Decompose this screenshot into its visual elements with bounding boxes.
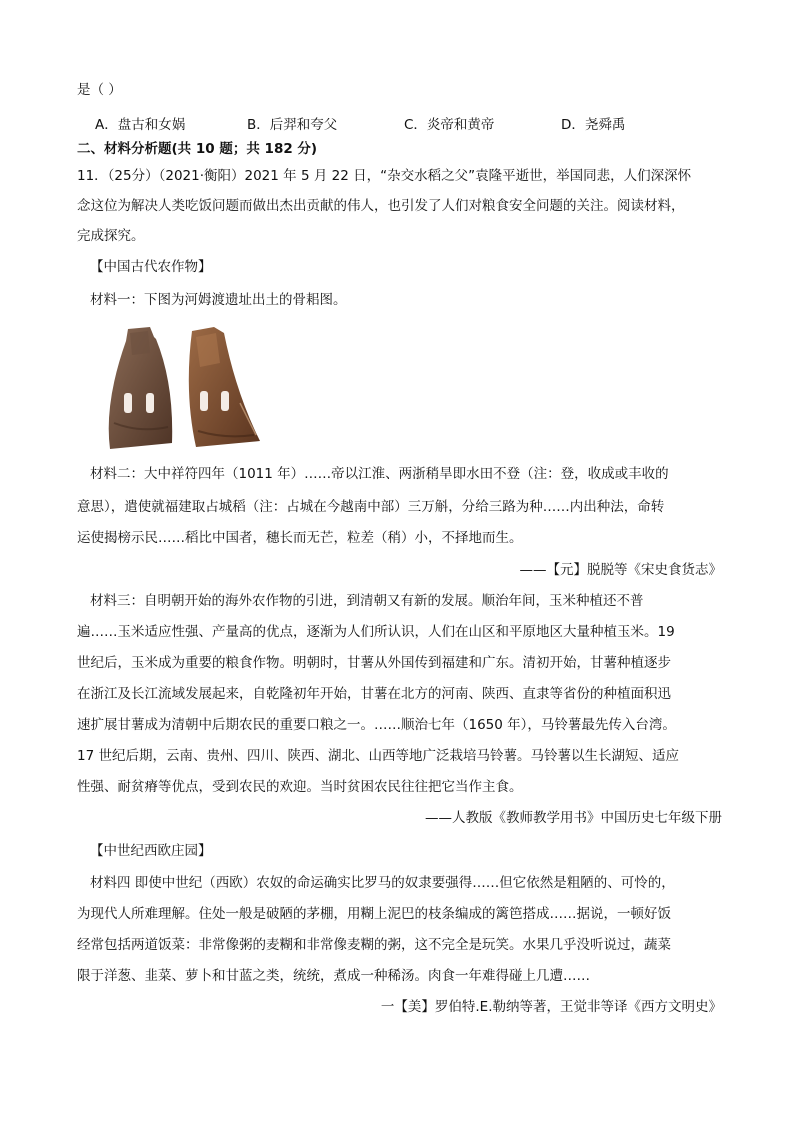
subheading-medieval-manor: 【中世纪西欧庄园】 <box>90 843 212 859</box>
material-4-line-2: 为现代人所难理解。住处一般是破陋的茅棚，用糊上泥巴的枝条编成的篱笆搭成……据说，一顿好饭 <box>77 906 671 922</box>
material-3-line-4: 在浙江及长江流域发展起来，自乾隆初年开始，甘薯在北方的河南、陕西、直隶等省份的种植面积迅 <box>77 686 671 702</box>
bone-si-photo <box>100 323 270 453</box>
q11-intro-line-1: 11．（25分）（2021·衡阳）2021 年 5 月 22 日，“杂交水稻之父”袁隆平逝世，举国同悲，人们深深怀 <box>77 168 692 184</box>
material-2-line-1: 材料二：大中祥符四年（1011 年）……帝以江淮、两浙稍旱即水田不登（注：登，收成或丰收的 <box>90 466 669 482</box>
q11-intro-line-3: 完成探究。 <box>77 228 145 244</box>
option-b: B．后羿和夸父 <box>247 117 338 133</box>
material-3-line-6: 17 世纪后期，云南、贵州、四川、陕西、湖北、山西等地广泛栽培马铃薯。马铃薯以生长湖短、适应 <box>77 748 679 764</box>
material-3-line-7: 性强、耐贫瘠等优点，受到农民的欢迎。当时贫困农民往往把它当作主食。 <box>77 779 523 795</box>
material-4-line-1: 材料四 即使中世纪（西欧）农奴的命运确实比罗马的奴隶要强得……但它依然是粗陋的、可怜的， <box>90 875 675 891</box>
material-2-line-3: 运使揭榜示民……稻比中国者，穗长而无芒，粒差（稍）小，不择地而生。 <box>77 530 523 546</box>
material-3-line-1: 材料三：自明朝开始的海外农作物的引进，到清朝又有新的发展。顺治年间，玉米种植还不普 <box>90 593 644 609</box>
option-d: D．尧舜禹 <box>561 117 626 133</box>
section-heading: 二、材料分析题(共 10 题；共 182 分) <box>77 141 318 157</box>
option-a: A．盘古和女娲 <box>95 117 186 133</box>
material-3-line-3: 世纪后，玉米成为重要的粮食作物。明朝时，甘薯从外国传到福建和广东。清初开始，甘薯种植逐步 <box>77 655 671 671</box>
subheading-ancient-crops: 【中国古代农作物】 <box>90 259 212 275</box>
question-stem-tail: 是（ ） <box>77 82 122 98</box>
material-3-source: ——人教版《教师教学用书》中国历史七年级下册 <box>425 810 722 826</box>
material-4-line-3: 经常包括两道饭菜：非常像粥的麦糊和非常像麦糊的粥，这不完全是玩笑。水果几乎没听说过，蔬菜 <box>77 937 671 953</box>
material-3-line-2: 遍……玉米适应性强、产量高的优点，逐渐为人们所认识，人们在山区和平原地区大量种植玉米。19 <box>77 624 675 640</box>
material-1: 材料一：下图为河姆渡遗址出土的骨耜图。 <box>90 292 347 308</box>
material-4-line-4: 限于洋葱、韭菜、萝卜和甘蓝之类，统统，煮成一种稀汤。肉食一年难得碰上几遭…… <box>77 968 590 984</box>
option-c: C．炎帝和黄帝 <box>404 117 495 133</box>
q11-intro-line-2: 念这位为解决人类吃饭问题而做出杰出贡献的伟人，也引发了人们对粮食安全问题的关注。阅读材料， <box>77 198 685 214</box>
material-3-line-5: 速扩展甘薯成为清朝中后期农民的重要口粮之一。……顺治七年（1650 年），马铃薯最先传入台湾。 <box>77 717 676 733</box>
material-2-line-2: 意思），遣使就福建取占城稻（注：占城在今越南中部）三万斛，分给三路为种……内出种法，命转 <box>77 499 665 515</box>
material-4-source: 一【美】罗伯特.E.勒纳等著，王觉非等译《西方文明史》 <box>380 999 722 1015</box>
material-2-source: ——【元】脱脱等《宋史食货志》 <box>519 562 722 578</box>
